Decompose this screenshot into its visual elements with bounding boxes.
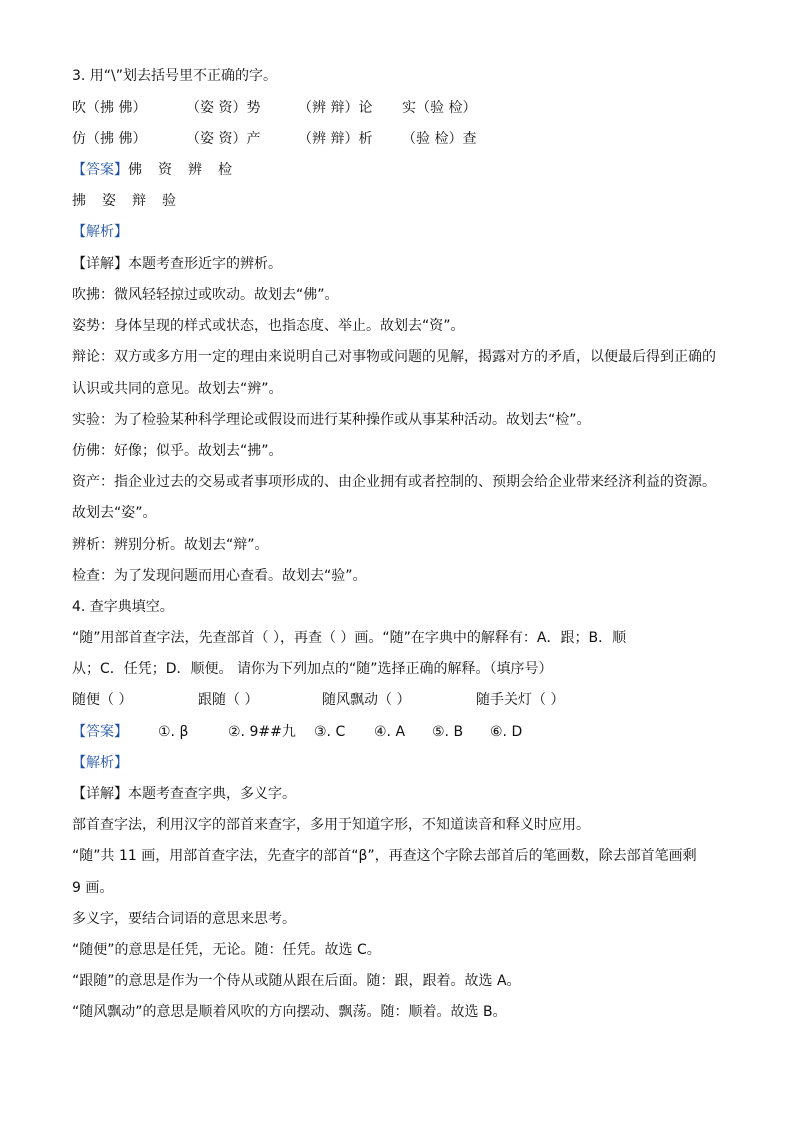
q3-item: （姿 资）产 bbox=[186, 131, 261, 147]
q4-explanation: 9 画。 bbox=[72, 880, 114, 896]
q4-intro: “随”用部首查字法，先查部首（ ），再查（ ）画。“随”在字典中的解释有：A．跟；B．顺 bbox=[72, 630, 627, 646]
detail-tag: 【详解】 bbox=[72, 786, 128, 802]
q3-row-2 bbox=[72, 129, 476, 149]
q3-explanation: 辨析：辨别分析。故划去“辩”。 bbox=[72, 537, 269, 553]
q3-explanation: 资产：指企业过去的交易或者事项形成的、由企业拥有或者控制的、预期会给企业带来经济利益的资源。 bbox=[72, 474, 716, 490]
q3-row-1 bbox=[72, 98, 476, 118]
q4-explanation: 部首查字法，利用汉字的部首来查字，多用于知道字形，不知道读音和释义时应用。 bbox=[72, 817, 590, 833]
q3-analysis-tag: 【解析】 bbox=[72, 224, 128, 240]
q4-blank: 随风飘动（ ） bbox=[322, 692, 411, 708]
q3-explanation: 故划去“姿”。 bbox=[72, 505, 157, 521]
q4-analysis-tag: 【解析】 bbox=[72, 755, 128, 771]
q4-blank: 跟随（ ） bbox=[198, 692, 259, 708]
q4-blanks bbox=[72, 690, 564, 710]
q4-explanation: “跟随”的意思是作为一个侍从或随从跟在后面。随：跟，跟着。故选 A。 bbox=[72, 973, 521, 989]
answer-char: 资 bbox=[158, 162, 172, 178]
q4-intro: 从；C．任凭；D．顺便。 请你为下列加点的“随”选择正确的解释。（填序号） bbox=[72, 661, 553, 677]
q3-answer-line-2 bbox=[72, 191, 176, 211]
q3-item: （姿 资）势 bbox=[186, 100, 261, 116]
q4-blank: 随便（ ） bbox=[72, 692, 133, 708]
q3-explanation: 姿势：身体呈现的样式或状态，也指态度、举止。故划去“资”。 bbox=[72, 318, 465, 334]
answer-char: 姿 bbox=[102, 193, 116, 209]
answer-item: ②. 9##九 bbox=[228, 724, 296, 740]
q3-title: 3. 用“\”划去括号里不正确的字。 bbox=[72, 68, 278, 84]
q3-explanation: 仿佛：好像；似乎。故划去“拂”。 bbox=[72, 443, 283, 459]
q4-explanation: “随风飘动”的意思是顺着风吹的方向摆动、飘荡。随：顺着。故选 B。 bbox=[72, 1004, 507, 1020]
answer-item: ④. A bbox=[374, 724, 406, 740]
q3-item: （辨 辩）论 bbox=[298, 100, 373, 116]
q3-explanation: 实验：为了检验某种科学理论或假设而进行某种操作或从事某种活动。故划去“检”。 bbox=[72, 412, 591, 428]
q4-title: 4. 查字典填空。 bbox=[72, 599, 174, 615]
answer-char: 检 bbox=[218, 162, 232, 178]
q3-item: 仿（拂 佛） bbox=[72, 131, 147, 147]
q3-explanation: 辩论：双方或多方用一定的理由来说明自己对事物或问题的见解，揭露对方的矛盾，以便最后得到正确的 bbox=[72, 349, 716, 365]
detail-intro: 本题考查查字典，多义字。 bbox=[128, 786, 296, 802]
answer-char: 佛 bbox=[128, 162, 142, 178]
q4-answer bbox=[72, 722, 522, 742]
q3-item: 吹（拂 佛） bbox=[72, 100, 147, 116]
q4-explanation: “随便”的意思是任凭，无论。随：任凭。故选 C。 bbox=[72, 942, 381, 958]
q3-item: 实（验 检） bbox=[402, 100, 477, 116]
answer-item: ①. β bbox=[158, 724, 189, 740]
q3-explanation: 吹拂：微风轻轻掠过或吹动。故划去“佛”。 bbox=[72, 287, 339, 303]
answer-char: 辩 bbox=[132, 193, 146, 209]
q3-explanation: 认识或共同的意见。故划去“辨”。 bbox=[72, 381, 283, 397]
detail-intro: 本题考查形近字的辨析。 bbox=[128, 256, 282, 272]
q3-answer-line-1 bbox=[72, 160, 232, 180]
q3-explanation: 检查：为了发现问题而用心查看。故划去“验”。 bbox=[72, 568, 367, 584]
q4-detail bbox=[72, 784, 296, 804]
answer-char: 辨 bbox=[188, 162, 202, 178]
answer-tag: 【答案】 bbox=[72, 162, 128, 178]
q4-explanation: 多义字，要结合词语的意思来思考。 bbox=[72, 911, 296, 927]
q3-item: （验 检）查 bbox=[402, 131, 477, 147]
q3-item: （辨 辩）析 bbox=[298, 131, 373, 147]
detail-tag: 【详解】 bbox=[72, 256, 128, 272]
answer-item: ③. C bbox=[314, 724, 346, 740]
answer-char: 验 bbox=[162, 193, 176, 209]
q4-explanation: “随”共 11 画，用部首查字法，先查字的部首“β”，再查这个字除去部首后的笔画数，除去部首笔画剩 bbox=[72, 848, 697, 864]
q3-detail bbox=[72, 254, 282, 274]
answer-char: 拂 bbox=[72, 193, 86, 209]
answer-item: ⑤. B bbox=[432, 724, 464, 740]
answer-item: ⑥. D bbox=[490, 724, 523, 740]
answer-tag: 【答案】 bbox=[72, 724, 128, 740]
q4-blank: 随手关灯（ ） bbox=[476, 692, 565, 708]
